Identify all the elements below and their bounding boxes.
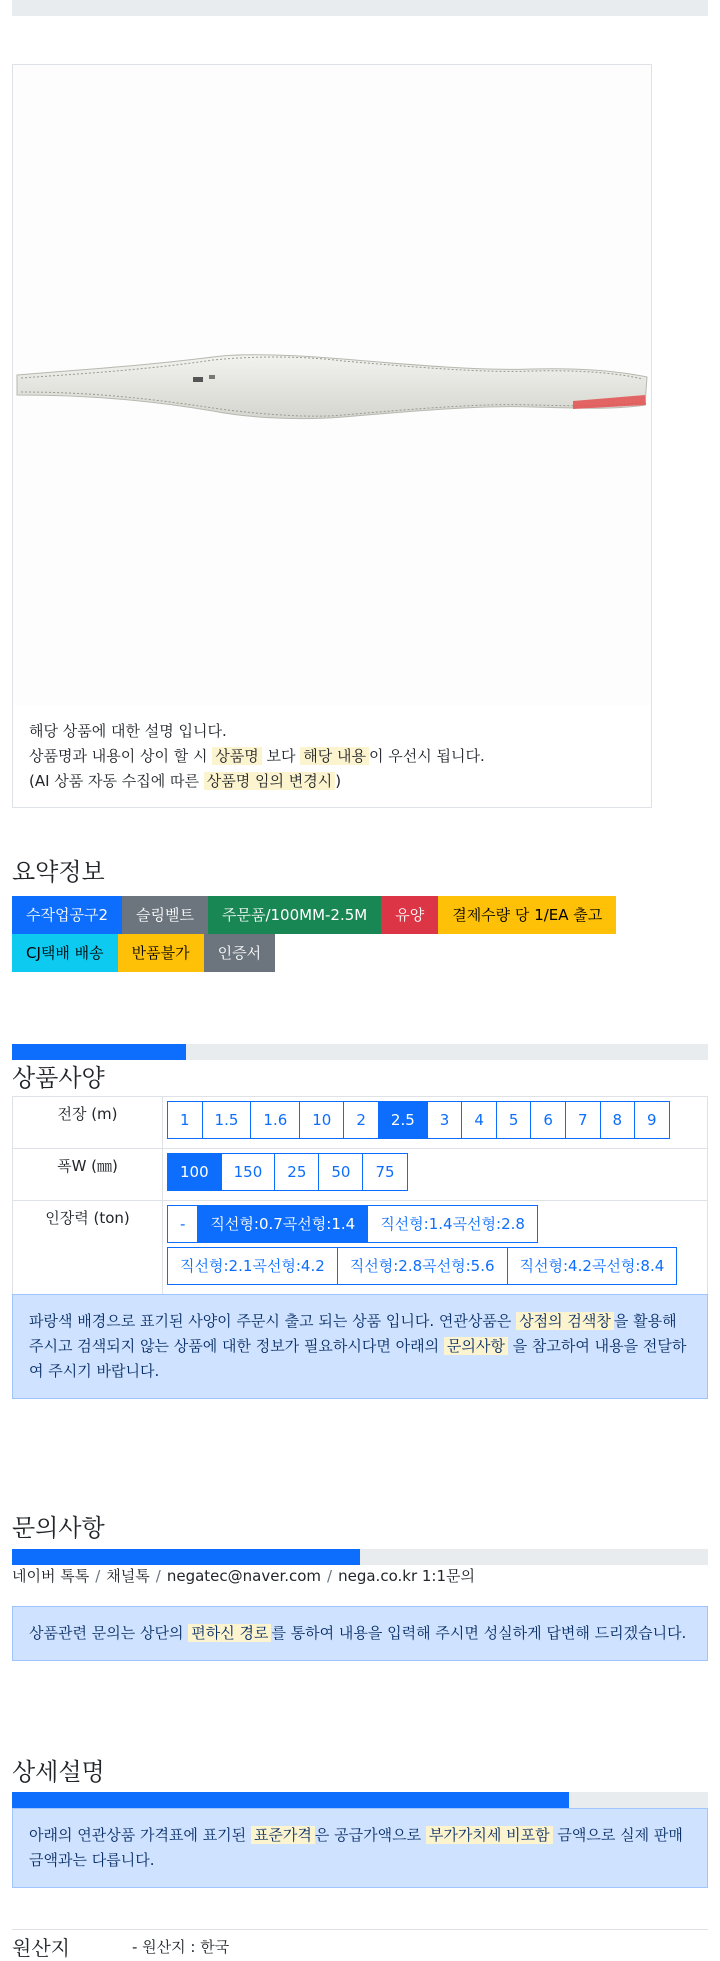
tension-options-row-2	[167, 1247, 703, 1285]
channel-channel-talk[interactable]: 채널톡	[106, 1567, 150, 1585]
spec-option-0-4[interactable]: 2	[343, 1101, 379, 1139]
desc-line-2	[29, 744, 639, 769]
spec-row-tension	[13, 1201, 708, 1297]
spec-option-1-3[interactable]: 50	[318, 1153, 363, 1191]
inquiry-title: 문의사항	[12, 1514, 105, 1542]
desc-line-1-text: 해당 상품에 대한 설명 입니다.	[29, 722, 227, 740]
spec-option-2-0[interactable]: -	[167, 1205, 198, 1243]
tag-category: 수작업공구2	[12, 896, 122, 934]
summary-title: 요약정보	[12, 858, 105, 886]
tag-order-type: 주문품/100MM-2.5M	[208, 896, 381, 934]
spec-notice-part-c: 을 참고하여 내용을 전달하여 주시기 바랍니다.	[29, 1337, 687, 1380]
spec-notice-part-a: 파랑색 배경으로 표기된 사양이 주문시 출고 되는 상품 입니다. 연관상품은	[29, 1312, 517, 1330]
spec-option-0-12[interactable]: 9	[634, 1101, 670, 1139]
product-image	[13, 65, 651, 705]
tension-options-row-1	[167, 1205, 703, 1243]
highlight-convenient-route: 편하신 경로	[188, 1624, 271, 1642]
tag-delivery: CJ택배 배송	[12, 934, 118, 972]
tag-certificate: 인증서	[204, 934, 275, 972]
detail-title: 상세설명	[12, 1758, 105, 1786]
spec-option-2-1[interactable]: 직선형:0.7곡선형:1.4	[197, 1205, 368, 1243]
desc-line-3-part-b: )	[335, 772, 342, 790]
spec-table	[12, 1096, 708, 1297]
detail-progress-fill	[12, 1792, 569, 1808]
spec-option-0-1[interactable]: 1.5	[202, 1101, 252, 1139]
spec-label-tension: 인장력 (ton)	[13, 1201, 163, 1297]
spec-values-width	[163, 1149, 708, 1201]
spec-title: 상품사양	[12, 1064, 105, 1092]
desc-line-2-part-b: 보다	[261, 747, 301, 765]
tag-subcategory: 슬링벨트	[122, 896, 208, 934]
origin-value: - 원산지 : 한국	[132, 1938, 230, 1956]
highlight-inquiry: 문의사항	[444, 1337, 508, 1355]
spec-values-length	[163, 1097, 708, 1149]
spec-option-1-4[interactable]: 75	[362, 1153, 407, 1191]
contact-channels: 네이버 톡톡 / 채널톡 / negatec@naver.com / nega.co.kr 1:1문의	[12, 1567, 475, 1585]
tag-no-return: 반품불가	[118, 934, 204, 972]
highlight-search-box: 상점의 검색창	[516, 1312, 614, 1330]
product-card	[12, 64, 652, 808]
spec-option-1-1[interactable]: 150	[221, 1153, 276, 1191]
desc-line-3	[29, 769, 639, 794]
origin-label: 원산지	[12, 1936, 70, 1960]
inquiry-progress-fill	[12, 1549, 360, 1565]
spec-option-1-0[interactable]: 100	[167, 1153, 222, 1191]
inquiry-notice-part-a: 상품관련 문의는 상단의	[29, 1624, 189, 1642]
origin-row	[12, 1929, 708, 1961]
spec-option-0-8[interactable]: 5	[496, 1101, 532, 1139]
channel-naver-talk[interactable]: 네이버 톡톡	[12, 1567, 90, 1585]
spec-option-0-7[interactable]: 4	[461, 1101, 497, 1139]
summary-tags	[12, 896, 712, 972]
highlight-product-name: 상품명	[212, 747, 261, 765]
desc-line-1	[29, 719, 639, 744]
spec-label-length: 전장 (m)	[13, 1097, 163, 1149]
spec-row-length	[13, 1097, 708, 1149]
detail-notice-part-c: 금액으로 실제 판매금액과는 다릅니다.	[29, 1826, 683, 1869]
tag-shipping-quantity: 결제수량 당 1/EA 출고	[438, 896, 616, 934]
spec-progress-bar	[12, 1044, 708, 1060]
sling-belt-image	[13, 65, 651, 705]
detail-progress-bar	[12, 1792, 708, 1808]
length-options	[167, 1101, 703, 1139]
tag-brand: 유양	[381, 896, 438, 934]
spec-option-0-3[interactable]: 10	[299, 1101, 344, 1139]
highlight-name-change: 상품명 임의 변경시	[204, 772, 335, 790]
spec-option-0-9[interactable]: 6	[530, 1101, 566, 1139]
spec-option-0-6[interactable]: 3	[427, 1101, 463, 1139]
desc-line-3-part-a: (AI 상품 자동 수집에 따른	[29, 772, 204, 790]
spec-option-0-5[interactable]: 2.5	[378, 1101, 428, 1139]
detail-notice	[12, 1808, 708, 1888]
highlight-standard-price: 표준가격	[251, 1826, 315, 1844]
spec-option-2-5[interactable]: 직선형:4.2곡선형:8.4	[507, 1247, 678, 1285]
spec-notice-part-b: 을 활용해 주시고 검색되지 않는 상품에 대한 정보가 필요하시다면 아래의	[29, 1312, 677, 1355]
highlight-content: 해당 내용	[300, 747, 369, 765]
spec-row-width	[13, 1149, 708, 1201]
channel-site-inquiry[interactable]: nega.co.kr 1:1문의	[338, 1567, 475, 1585]
highlight-vat-excluded: 부가가치세 비포함	[426, 1826, 553, 1844]
spec-option-2-3[interactable]: 직선형:2.1곡선형:4.2	[167, 1247, 338, 1285]
spec-values-tension	[163, 1201, 708, 1297]
detail-notice-part-a: 아래의 연관상품 가격표에 표기된	[29, 1826, 251, 1844]
spec-notice	[12, 1294, 708, 1399]
desc-line-2-part-c: 이 우선시 됩니다.	[368, 747, 485, 765]
top-bar	[12, 0, 708, 16]
spec-option-1-2[interactable]: 25	[274, 1153, 319, 1191]
inquiry-notice-part-b: 를 통하여 내용을 입력해 주시면 성실하게 답변해 드리겠습니다.	[271, 1624, 687, 1642]
spec-option-0-0[interactable]: 1	[167, 1101, 203, 1139]
inquiry-progress-bar	[12, 1549, 708, 1565]
spec-option-0-2[interactable]: 1.6	[250, 1101, 300, 1139]
width-options	[167, 1153, 703, 1191]
spec-option-0-10[interactable]: 7	[565, 1101, 601, 1139]
spec-label-width: 폭W (㎜)	[13, 1149, 163, 1201]
spec-option-2-2[interactable]: 직선형:1.4곡선형:2.8	[367, 1205, 538, 1243]
product-description	[29, 719, 639, 794]
inquiry-notice	[12, 1606, 708, 1661]
spec-option-0-11[interactable]: 8	[600, 1101, 636, 1139]
detail-notice-part-b: 은 공급가액으로	[314, 1826, 426, 1844]
desc-line-2-part-a: 상품명과 내용이 상이 할 시	[29, 747, 213, 765]
spec-option-2-4[interactable]: 직선형:2.8곡선형:5.6	[337, 1247, 508, 1285]
channel-email[interactable]: negatec@naver.com	[166, 1567, 322, 1585]
